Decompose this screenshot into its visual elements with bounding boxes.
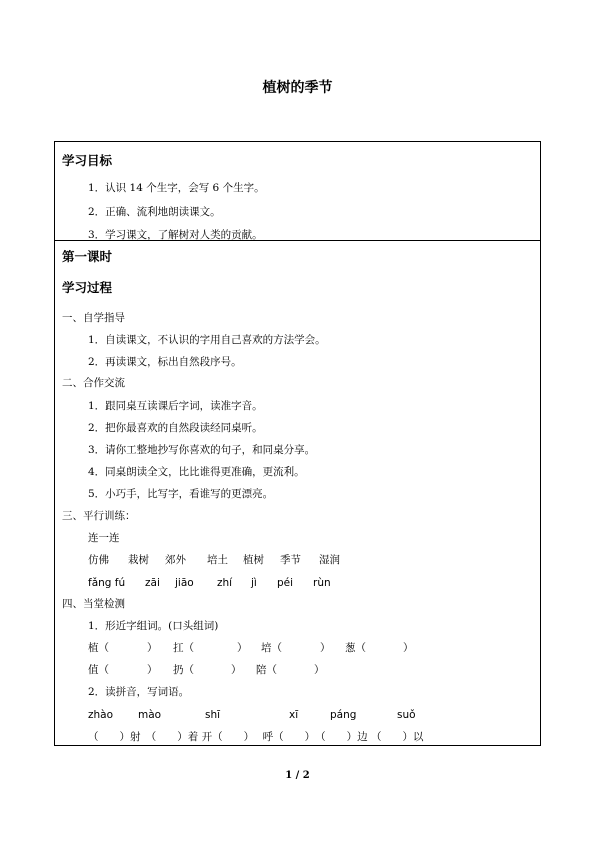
part2-item: 2．把你最喜欢的自然段读经同桌听。: [88, 422, 263, 434]
part1-item: 1．自读课文，不认识的字用自己喜欢的方法学会。: [88, 334, 326, 346]
match-pinyin: jiāo: [175, 577, 194, 589]
quiz-pinyin: xī: [289, 709, 299, 721]
goals-heading: 学习目标: [62, 153, 113, 168]
document-title: 植树的季节: [262, 80, 333, 96]
part4-heading: 四、当堂检测: [62, 598, 125, 610]
match-word: 郊外: [165, 554, 186, 566]
match-word: 植树: [243, 554, 264, 566]
similar-char: 培（: [261, 642, 282, 654]
match-pinyin: péi: [277, 577, 294, 589]
page-number: 1 / 2: [285, 770, 310, 781]
match-word: 湿润: [319, 554, 340, 566]
match-word: 栽树: [128, 554, 149, 566]
blank-close: ）: [237, 642, 248, 654]
blank-close: ）: [403, 642, 414, 654]
part2-heading: 二、合作交流: [62, 377, 125, 389]
process-heading: 学习过程: [62, 280, 113, 295]
part1-item: 2．再读课文，标出自然段序号。: [88, 356, 242, 368]
similar-char: 扛（: [173, 642, 194, 654]
blank-close: ）: [320, 642, 331, 654]
part2-item: 5．小巧手，比写字，看谁写的更漂亮。: [88, 488, 274, 500]
part4-question2: 2．读拼音，写词语。: [88, 686, 190, 698]
match-pinyin: rùn: [313, 577, 331, 589]
goal-item: 1．认识 14 个生字，会写 6 个生字。: [88, 182, 265, 194]
lesson-table: [54, 141, 541, 746]
match-pinyin: zāi: [145, 577, 160, 589]
blank-close: ）: [147, 642, 158, 654]
blank-close: ）: [147, 664, 158, 676]
part4-question1: 1．形近字组词。(口头组词): [88, 620, 219, 632]
similar-char: 值（: [88, 664, 109, 676]
part2-item: 4．同桌朗读全文，比比谁得更准确，更流利。: [88, 466, 305, 478]
quiz-blanks: （ ）射 （ ）着 开（ ） 呼（ ） （ ）边 （ ）以: [88, 731, 424, 743]
match-word: 季节: [280, 554, 301, 566]
quiz-pinyin: shī: [205, 709, 221, 721]
quiz-pinyin: suǒ: [397, 709, 416, 721]
part1-heading: 一、自学指导: [62, 312, 125, 324]
quiz-pinyin: páng: [330, 709, 357, 721]
part2-item: 3．请你工整地抄写你喜欢的句子，和同桌分享。: [88, 444, 316, 456]
section-divider: [55, 240, 540, 241]
blank-close: ）: [314, 664, 325, 676]
match-pinyin: fǎng fú: [88, 577, 126, 589]
part2-item: 1．跟同桌互读课后字词，读准字音。: [88, 400, 263, 412]
quiz-pinyin: zhào: [88, 709, 114, 721]
quiz-pinyin: mào: [138, 709, 162, 721]
similar-char: 植（: [88, 642, 109, 654]
similar-char: 扔（: [173, 664, 194, 676]
part3-sub: 连一连: [88, 532, 120, 544]
match-word: 培土: [207, 554, 228, 566]
match-pinyin: zhí: [217, 577, 233, 589]
similar-char: 陪（: [256, 664, 277, 676]
goal-item: 2．正确、流利地朗读课文。: [88, 206, 221, 218]
part3-heading: 三、平行训练：: [62, 510, 136, 522]
period-heading: 第一课时: [62, 249, 113, 264]
blank-close: ）: [231, 664, 242, 676]
goal-item: 3．学习课文，了解树对人类的贡献。: [88, 229, 263, 241]
similar-char: 葱（: [345, 642, 366, 654]
match-word: 仿佛: [88, 554, 109, 566]
match-pinyin: jì: [251, 577, 257, 589]
